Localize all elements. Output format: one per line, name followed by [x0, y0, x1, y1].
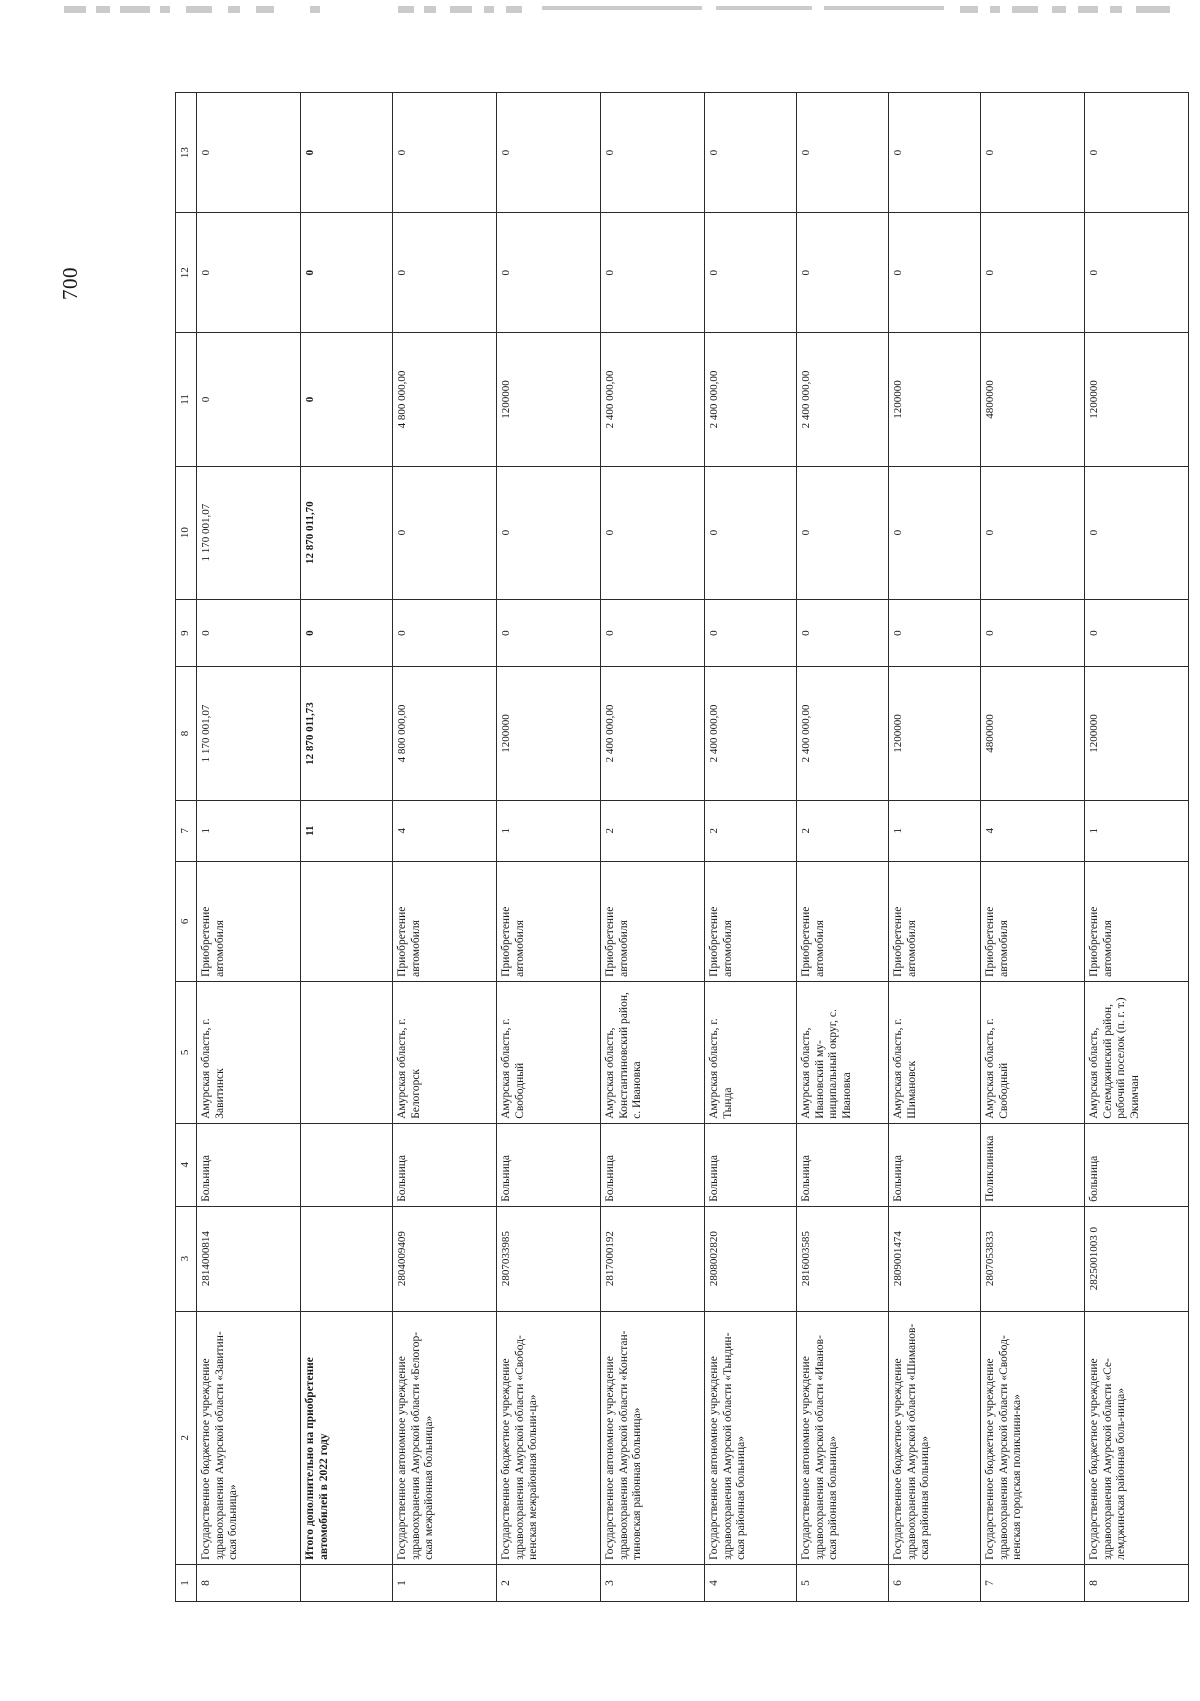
amount-col-11: 2 400 000,00 [705, 333, 797, 466]
purpose: Приобретение автомобиля [981, 861, 1085, 981]
purpose: Приобретение автомобиля [1085, 861, 1189, 981]
address: Амурская область, г. Шимановск [889, 981, 981, 1123]
amount-col-10: 0 [797, 466, 889, 599]
amount-col-13: 0 [197, 93, 301, 213]
row-index: 8 [1085, 1564, 1189, 1601]
row-index: 7 [981, 1564, 1085, 1601]
col-num-2: 2 [176, 1311, 197, 1564]
column-number-row [176, 93, 197, 1602]
amount-col-9: 0 [601, 599, 705, 667]
amount-col-12: 0 [889, 213, 981, 333]
organization-name: Государственное бюджетное учреждение здравоохранения Амурской области «Свобод-ненская межрайонная больни-ца» [497, 1311, 601, 1564]
amount-col-12: 0 [1085, 213, 1189, 333]
total-label: Итого дополнительно на приобретение автомобилей в 2022 году [301, 1311, 393, 1564]
quantity: 2 [601, 800, 705, 861]
amount-col-9: 0 [197, 599, 301, 667]
facility-type: больница [1085, 1123, 1189, 1206]
organization-name: Государственное автономное учреждение здравоохранения Амурской области «Констан-тиновская районная больница» [601, 1311, 705, 1564]
table-row [497, 93, 601, 1602]
col-num-12: 12 [176, 213, 197, 333]
amount-col-12: 0 [393, 213, 497, 333]
table-row [889, 93, 981, 1602]
amount-col-8: 12 870 011,73 [301, 667, 393, 800]
table-row [393, 93, 497, 1602]
address: Амурская область, г. Свободный [497, 981, 601, 1123]
col-num-13: 13 [176, 93, 197, 213]
amount-col-8: 1 170 001,07 [197, 667, 301, 800]
purpose: Приобретение автомобиля [497, 861, 601, 981]
organization-inn: 2804009409 [393, 1206, 497, 1311]
table-row [1085, 93, 1189, 1602]
amount-col-13: 0 [601, 93, 705, 213]
address: Амурская область, г. Белогорск [393, 981, 497, 1123]
organization-inn: 2825001003 0 [1085, 1206, 1189, 1311]
col-num-1: 1 [176, 1564, 197, 1601]
col-num-7: 7 [176, 800, 197, 861]
col-num-11: 11 [176, 333, 197, 466]
facility-type: Больница [889, 1123, 981, 1206]
amount-col-9: 0 [393, 599, 497, 667]
col-num-5: 5 [176, 981, 197, 1123]
row-index: 4 [705, 1564, 797, 1601]
address: Амурская область, Селемджинский район, рабочий поселок (п. г. т.) Экимчан [1085, 981, 1189, 1123]
amount-col-12: 0 [981, 213, 1085, 333]
organization-name: Государственное бюджетное учреждение здравоохранения Амурской области «Свобод-ненская городская поликлини-ка» [981, 1311, 1085, 1564]
row-index [301, 1564, 393, 1601]
facility-type: Больница [393, 1123, 497, 1206]
amount-col-8: 2 400 000,00 [705, 667, 797, 800]
amount-col-12: 0 [197, 213, 301, 333]
amount-col-8: 1200000 [1085, 667, 1189, 800]
quantity: 4 [393, 800, 497, 861]
amount-col-8: 2 400 000,00 [601, 667, 705, 800]
amount-col-10: 0 [601, 466, 705, 599]
amount-col-10: 0 [705, 466, 797, 599]
organization-name: Государственное автономное учреждение здравоохранения Амурской области «Белогор-ская межрайонная больница» [393, 1311, 497, 1564]
purpose [301, 861, 393, 981]
amount-col-13: 0 [301, 93, 393, 213]
amount-col-11: 4 800 000,00 [393, 333, 497, 466]
col-num-3: 3 [176, 1206, 197, 1311]
address: Амурская область, Константиновский район, с. Ивановка [601, 981, 705, 1123]
amount-col-13: 0 [1085, 93, 1189, 213]
amount-col-10: 0 [1085, 466, 1189, 599]
amount-col-8: 2 400 000,00 [797, 667, 889, 800]
facility-type [301, 1123, 393, 1206]
amount-col-8: 4 800 000,00 [393, 667, 497, 800]
purpose: Приобретение автомобиля [889, 861, 981, 981]
amount-col-9: 0 [1085, 599, 1189, 667]
amount-col-11: 2 400 000,00 [601, 333, 705, 466]
amount-col-9: 0 [497, 599, 601, 667]
quantity: 1 [197, 800, 301, 861]
organization-inn: 2807033985 [497, 1206, 601, 1311]
facility-type: Поликлиника [981, 1123, 1085, 1206]
organization-name: Государственное бюджетное учреждение здравоохранения Амурской области «Шиманов-ская районная больница» [889, 1311, 981, 1564]
purpose: Приобретение автомобиля [705, 861, 797, 981]
amount-col-9: 0 [889, 599, 981, 667]
amount-col-13: 0 [705, 93, 797, 213]
address: Амурская область, г. Свободный [981, 981, 1085, 1123]
col-num-8: 8 [176, 667, 197, 800]
amount-col-12: 0 [601, 213, 705, 333]
quantity: 1 [497, 800, 601, 861]
organization-inn: 2817000192 [601, 1206, 705, 1311]
row-index: 5 [797, 1564, 889, 1601]
organization-inn: 2809001474 [889, 1206, 981, 1311]
table-row [601, 93, 705, 1602]
organization-name: Государственное бюджетное учреждение здравоохранения Амурской области «Завитин-ская больница» [197, 1311, 301, 1564]
quantity: 1 [889, 800, 981, 861]
rotated-table-container [175, 92, 1141, 1602]
col-num-6: 6 [176, 861, 197, 981]
col-num-4: 4 [176, 1123, 197, 1206]
amount-col-12: 0 [797, 213, 889, 333]
col-num-10: 10 [176, 466, 197, 599]
amount-col-12: 0 [705, 213, 797, 333]
amount-col-8: 1200000 [889, 667, 981, 800]
purpose: Приобретение автомобиля [601, 861, 705, 981]
amount-col-11: 2 400 000,00 [797, 333, 889, 466]
row-index: 6 [889, 1564, 981, 1601]
address: Амурская область, г. Завитинск [197, 981, 301, 1123]
facility-type: Больница [705, 1123, 797, 1206]
amount-col-9: 0 [797, 599, 889, 667]
amount-col-10: 0 [981, 466, 1085, 599]
amount-col-8: 1200000 [497, 667, 601, 800]
quantity: 2 [705, 800, 797, 861]
organization-inn: 2808002820 [705, 1206, 797, 1311]
address [301, 981, 393, 1123]
organization-inn [301, 1206, 393, 1311]
table-row-total [301, 93, 393, 1602]
organization-name: Государственное автономное учреждение здравоохранения Амурской области «Иванов-ская районная больница» [797, 1311, 889, 1564]
organization-inn: 2814000814 [197, 1206, 301, 1311]
scan-artifact-strip [0, 0, 1200, 26]
amount-col-11: 1200000 [889, 333, 981, 466]
quantity: 1 [1085, 800, 1189, 861]
facility-type: Больница [797, 1123, 889, 1206]
amount-col-11: 1200000 [497, 333, 601, 466]
amount-col-10: 0 [393, 466, 497, 599]
organization-name: Государственное автономное учреждение здравоохранения Амурской области «Тындин-ская районная больница» [705, 1311, 797, 1564]
funding-table [175, 92, 1189, 1602]
quantity: 4 [981, 800, 1085, 861]
amount-col-10: 1 170 001,07 [197, 466, 301, 599]
purpose: Приобретение автомобиля [797, 861, 889, 981]
amount-col-11: 0 [197, 333, 301, 466]
row-index: 2 [497, 1564, 601, 1601]
amount-col-9: 0 [981, 599, 1085, 667]
amount-col-13: 0 [393, 93, 497, 213]
col-num-9: 9 [176, 599, 197, 667]
purpose: Приобретение автомобиля [393, 861, 497, 981]
amount-col-12: 0 [301, 213, 393, 333]
table-row [705, 93, 797, 1602]
address: Амурская область, г. Тында [705, 981, 797, 1123]
amount-col-8: 4800000 [981, 667, 1085, 800]
facility-type: Больница [497, 1123, 601, 1206]
amount-col-13: 0 [981, 93, 1085, 213]
row-index: 8 [197, 1564, 301, 1601]
row-index: 1 [393, 1564, 497, 1601]
table-row [197, 93, 301, 1602]
amount-col-10: 0 [497, 466, 601, 599]
facility-type: Больница [601, 1123, 705, 1206]
quantity: 11 [301, 800, 393, 861]
amount-col-10: 0 [889, 466, 981, 599]
amount-col-12: 0 [497, 213, 601, 333]
amount-col-10: 12 870 011,70 [301, 466, 393, 599]
amount-col-13: 0 [889, 93, 981, 213]
amount-col-13: 0 [797, 93, 889, 213]
amount-col-13: 0 [497, 93, 601, 213]
table-row [797, 93, 889, 1602]
facility-type: Больница [197, 1123, 301, 1206]
table-row [981, 93, 1085, 1602]
organization-inn: 2807053833 [981, 1206, 1085, 1311]
address: Амурская область, Ивановский му-ниципальный округ, с. Ивановка [797, 981, 889, 1123]
amount-col-11: 0 [301, 333, 393, 466]
amount-col-9: 0 [705, 599, 797, 667]
quantity: 2 [797, 800, 889, 861]
amount-col-11: 4800000 [981, 333, 1085, 466]
organization-inn: 2816003585 [797, 1206, 889, 1311]
purpose: Приобретение автомобиля [197, 861, 301, 981]
organization-name: Государственное бюджетное учреждение здравоохранения Амурской области «Се-лемджинская районная боль-ница» [1085, 1311, 1189, 1564]
page-number: 700 [58, 267, 82, 300]
amount-col-11: 1200000 [1085, 333, 1189, 466]
row-index: 3 [601, 1564, 705, 1601]
amount-col-9: 0 [301, 599, 393, 667]
